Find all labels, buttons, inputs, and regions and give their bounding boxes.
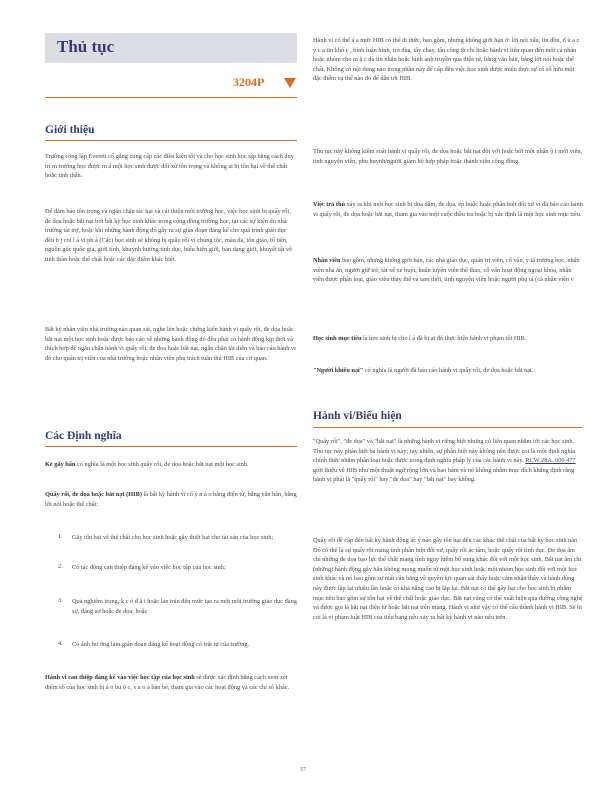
definition-staff: [313, 256, 583, 285]
behavior-heading: Hành vi/Biểu hiện: [313, 410, 402, 422]
text-target-student: là học sinh bị cho l á đã bị ai đó thực hiện hành vi phạm tội HIB.: [363, 335, 527, 342]
list-item: Gây tổn hại về thể chất cho học sinh hoặc gây thiệt hại cho tài sản của học sinh;: [72, 534, 274, 541]
list-item: Quá nghiêm trọng, k c ó đ á i hoặc lan tràn đến mức tạo ra một môi trường giáo dục đáng sợ, đáng sợ hoặc đe dọa; hoặc: [72, 598, 297, 615]
term-target-student: Học sinh mục tiêu: [313, 335, 362, 342]
title-bar: [45, 33, 297, 63]
list-item-number: 3.: [58, 597, 63, 604]
text-learning-interference: sẽ được xác định bằng cách xem xét điểm số của học sinh bị ả o bu ộ c, s u o ả bản bè, tham gia vào các hoạt động và các chỉ số khác.: [45, 674, 290, 691]
behavior-text-1b: giới thiệu về HIB như một thuật ngữ rộng lớn và bao hàm và nó không nhằm mục đích khẳng định rằng hành vi phải là "quấy rối" hay "đe dọa" hay "bắt nạt" hay không.: [313, 466, 575, 484]
definition-hib: [45, 490, 297, 509]
text-hib: là bất kỳ hành vi cố ý n á o bằng điện tử, bằng văn bản, bằng lời nói hoặc thể chất:: [45, 491, 297, 508]
term-complainant: "Người khiếu nại": [313, 367, 364, 374]
procedure-code: 3204P: [233, 75, 265, 89]
definition-complainant: [313, 366, 583, 376]
text-complainant: có nghĩa là người đã báo cáo hành vi quấy rối, đe dọa hoặc bắt nạt.: [364, 367, 534, 374]
text-aggressor: có nghĩa là một học sinh quấy rối, đe dọa hoặc bắt nạt một học sinh.: [77, 461, 249, 468]
definition-learning-interference: [45, 673, 297, 692]
definition-retaliation: [313, 200, 583, 219]
behavior-rule: [313, 427, 583, 428]
intro-rule: [45, 140, 297, 141]
term-learning-interference: Hành vi can thiệp đáng kể vào việc học tập của học sinh: [45, 674, 195, 681]
rcw-link[interactable]: RCW 28A. 600 477: [525, 457, 576, 465]
right-paragraph-2: Thủ tục này không kiềm soát hành vi quấy rối, đe dọa hoặc bắt nạt đối với hoặc bởi một nhân ộ t mới viên, tình nguyện viên, phụ huynh/người giám hộ hợp pháp hoặc thành viên cộng đồng.: [313, 148, 583, 165]
list-item-number: 1.: [58, 533, 63, 540]
definitions-rule: [45, 446, 297, 447]
term-aggressor: Kẻ gây hấn: [45, 461, 76, 468]
definitions-heading: Các Định nghĩa: [45, 430, 122, 442]
term-staff: Nhân viên: [313, 257, 341, 264]
list-item: Có tác động can thiệp đáng kể vào việc học tập của học sinh;: [72, 564, 226, 571]
intro-paragraph-2: Để đảm bảo tôn trọng và ngăn chặn tác hại và cải thiện môi trường học, việc học sinh bị quấy rối, đe dọa hoặc bắt nạt bởi bất kỳ học sinh khác trong cộng đồng trường học, tại các sự kiện do nhà trường tài trợ, hoặc khi những hành động đó gây ra sự gián đoạn đáng kể cho quá trình giáo dục đều b j coi l á vi ph ả (Các) học sinh sẽ không bị quấy rối vì chủng tộc, màu da, tôn giáo, tổ tiên, nguồn gốc quốc gia, giới tính, khuynh hướng tình dục, biểu hiện giới, bản dạng giới, khuyết tật về tinh thần hoặc thể chất hoặc các đặc điểm khác biệt.: [45, 208, 293, 263]
triangle-marker-icon: [284, 78, 296, 88]
page-title: Thủ tục: [57, 37, 115, 56]
behavior-paragraph-2: Quấy rối đề cập đến bất kỳ hành động ác ý nào gây tổn hại đến các khác thể chất của bất kỳ học sinh nào. Đó có thể là sự quấy rối mang tính phân biệt đối xử, quấy rối ác tâm, hoặc quấy rối tình dục. Đe dọa âm chỉ những đe dọa bạo lực thể chất mang tính nguy hiểm bổ sung khác đối với một học sinh. Bắt nạt âm chỉ (những) hành động gây hấn không mong muốn từ một học sinh hoặc một nhóm học sinh đối với một học sinh khác và nó bao gồm sự mất cân bằng về quyền lực quan sát thấy hoặc cảm nhận thấy và hành động này được lặp lại nhiều lần hoặc có khả năng cao bị lặp lại. Bắt nạt có thể gây hại cho học sinh bị nhắm mục tiêu bao gồm sự tổn hại về thể chất hoặc giáo dục. Bắt nạt cũng có thể xuất hiện qua đường công nghệ và được gọi là bắt nạt điện tử hoặc bắt nạt trên mạng. Hành vi như vậy có thể cấu thành hành vi HIB. Sẽ bị coi là vi phạm luật HIB của tiểu bang nếu xảy ra bất kỳ hành vi nào nêu trên.: [313, 537, 583, 621]
behavior-text-1a: "Quấy rối", "đe dọa" và "bắt nạt" là những hành vi riêng biệt nhưng có liên quan nhằm tới các học sinh. Thủ tục này phân biệt ba hành vi này; tuy nhiên, sự phân biệt này không nên được coi là một định nghĩa chính thức nhằm phân loại hoặc được trong định nghĩa pháp lý của các hành vi này.: [313, 438, 576, 465]
page-number: 57: [300, 767, 306, 773]
text-retaliation: xảy ra khi một học sinh bị dọa dẫm, đe dọa, ép buộc hoặc phân biệt đối xử vì đã báo cáo hành vi quấy rối, đe dọa hoặc bắt nạt, tham gia vào một cuộc điều tra hoặc bị xác định là một học sinh mục tiêu.: [313, 201, 583, 218]
definition-target-student: [313, 334, 583, 344]
right-paragraph-1: Hành vi có thể ả a mức HIB có thể di thức, bao gồm, nhưng không giới hạn ở: lời nói xấu, tin đồn, đ ù a c ý c a tin khó c , bình luận hình, trò đùa, tấy chay, tấn công th chỉ hoặc hành vi liên quan đến một cá nhân hoặc nhóm cho m ặ c dù tin nhắn hoặc hình ảnh truyền qua điện tử, bằng văn bản, bằng lời nói hoặc thể chất. Không có nội dung nào trong phần này để cấp đến việc học sinh được miêu thực sự có số hữu một đặc điểm cụ thể nào đó để dẫn tới HIB.: [313, 37, 580, 83]
definition-aggressor: [45, 460, 297, 470]
term-hib: Quấy rối, đe dọa hoặc bắt nạt (HIB): [45, 491, 142, 498]
list-item-number: 4.: [58, 640, 63, 647]
intro-heading: Giới thiệu: [45, 124, 95, 136]
term-retaliation: Việc trả thù: [313, 201, 345, 208]
intro-paragraph-3: Bất kỳ nhân viên nhà trường nào quan sát, nghe lén hoặc chứng kiến hành vi quấy rối, đe dọa hoặc bắt nạt một học sinh hoặc được báo cáo về những hành động đó đều phải có hành động kịp thời và thích hợp để ngăn chặn hành vi quấy rối, đe dọa hoặc bắt nạt, ngăn chặn tái diễn và báo cáo hành vi đó cho quản trị viên của nhà trường hoặc nhân viên phụ trách tuân thủ HIB của cơ quan.: [45, 326, 296, 362]
behavior-paragraph-1: [313, 437, 583, 485]
list-item-number: 2.: [58, 563, 63, 570]
intro-paragraph-1: Trường công lập Everett cố gắng cung cấp các điều kiện tốt và cho học sinh học tập bằng cách duy trì m trường học được m á một học sinh được đối xử tôn trọng và không ai bị tổn hại về thể chất hoặc tinh thần.: [45, 153, 294, 180]
text-staff: bao gồm, nhưng không giới hạn, các nhà giáo dục, quản trị viên, cố vấn, y tá trường học, nhân viên nhà ăn, người giữ trẻ, tài xế xe buýt, huấn luyện viên thể thao, cố vấn hoạt động ngoại khóa, nhân viên được phân loại, giáo viên thay thế và tạm thời, tình nguyện viên hoặc người phụ tá (cá nhân viên v: [313, 257, 580, 284]
list-item: Có ảnh hư ởng làm gián đoạn đáng kể hoạt động có trật tự của trường.: [72, 641, 250, 648]
header-rule: [45, 97, 297, 98]
